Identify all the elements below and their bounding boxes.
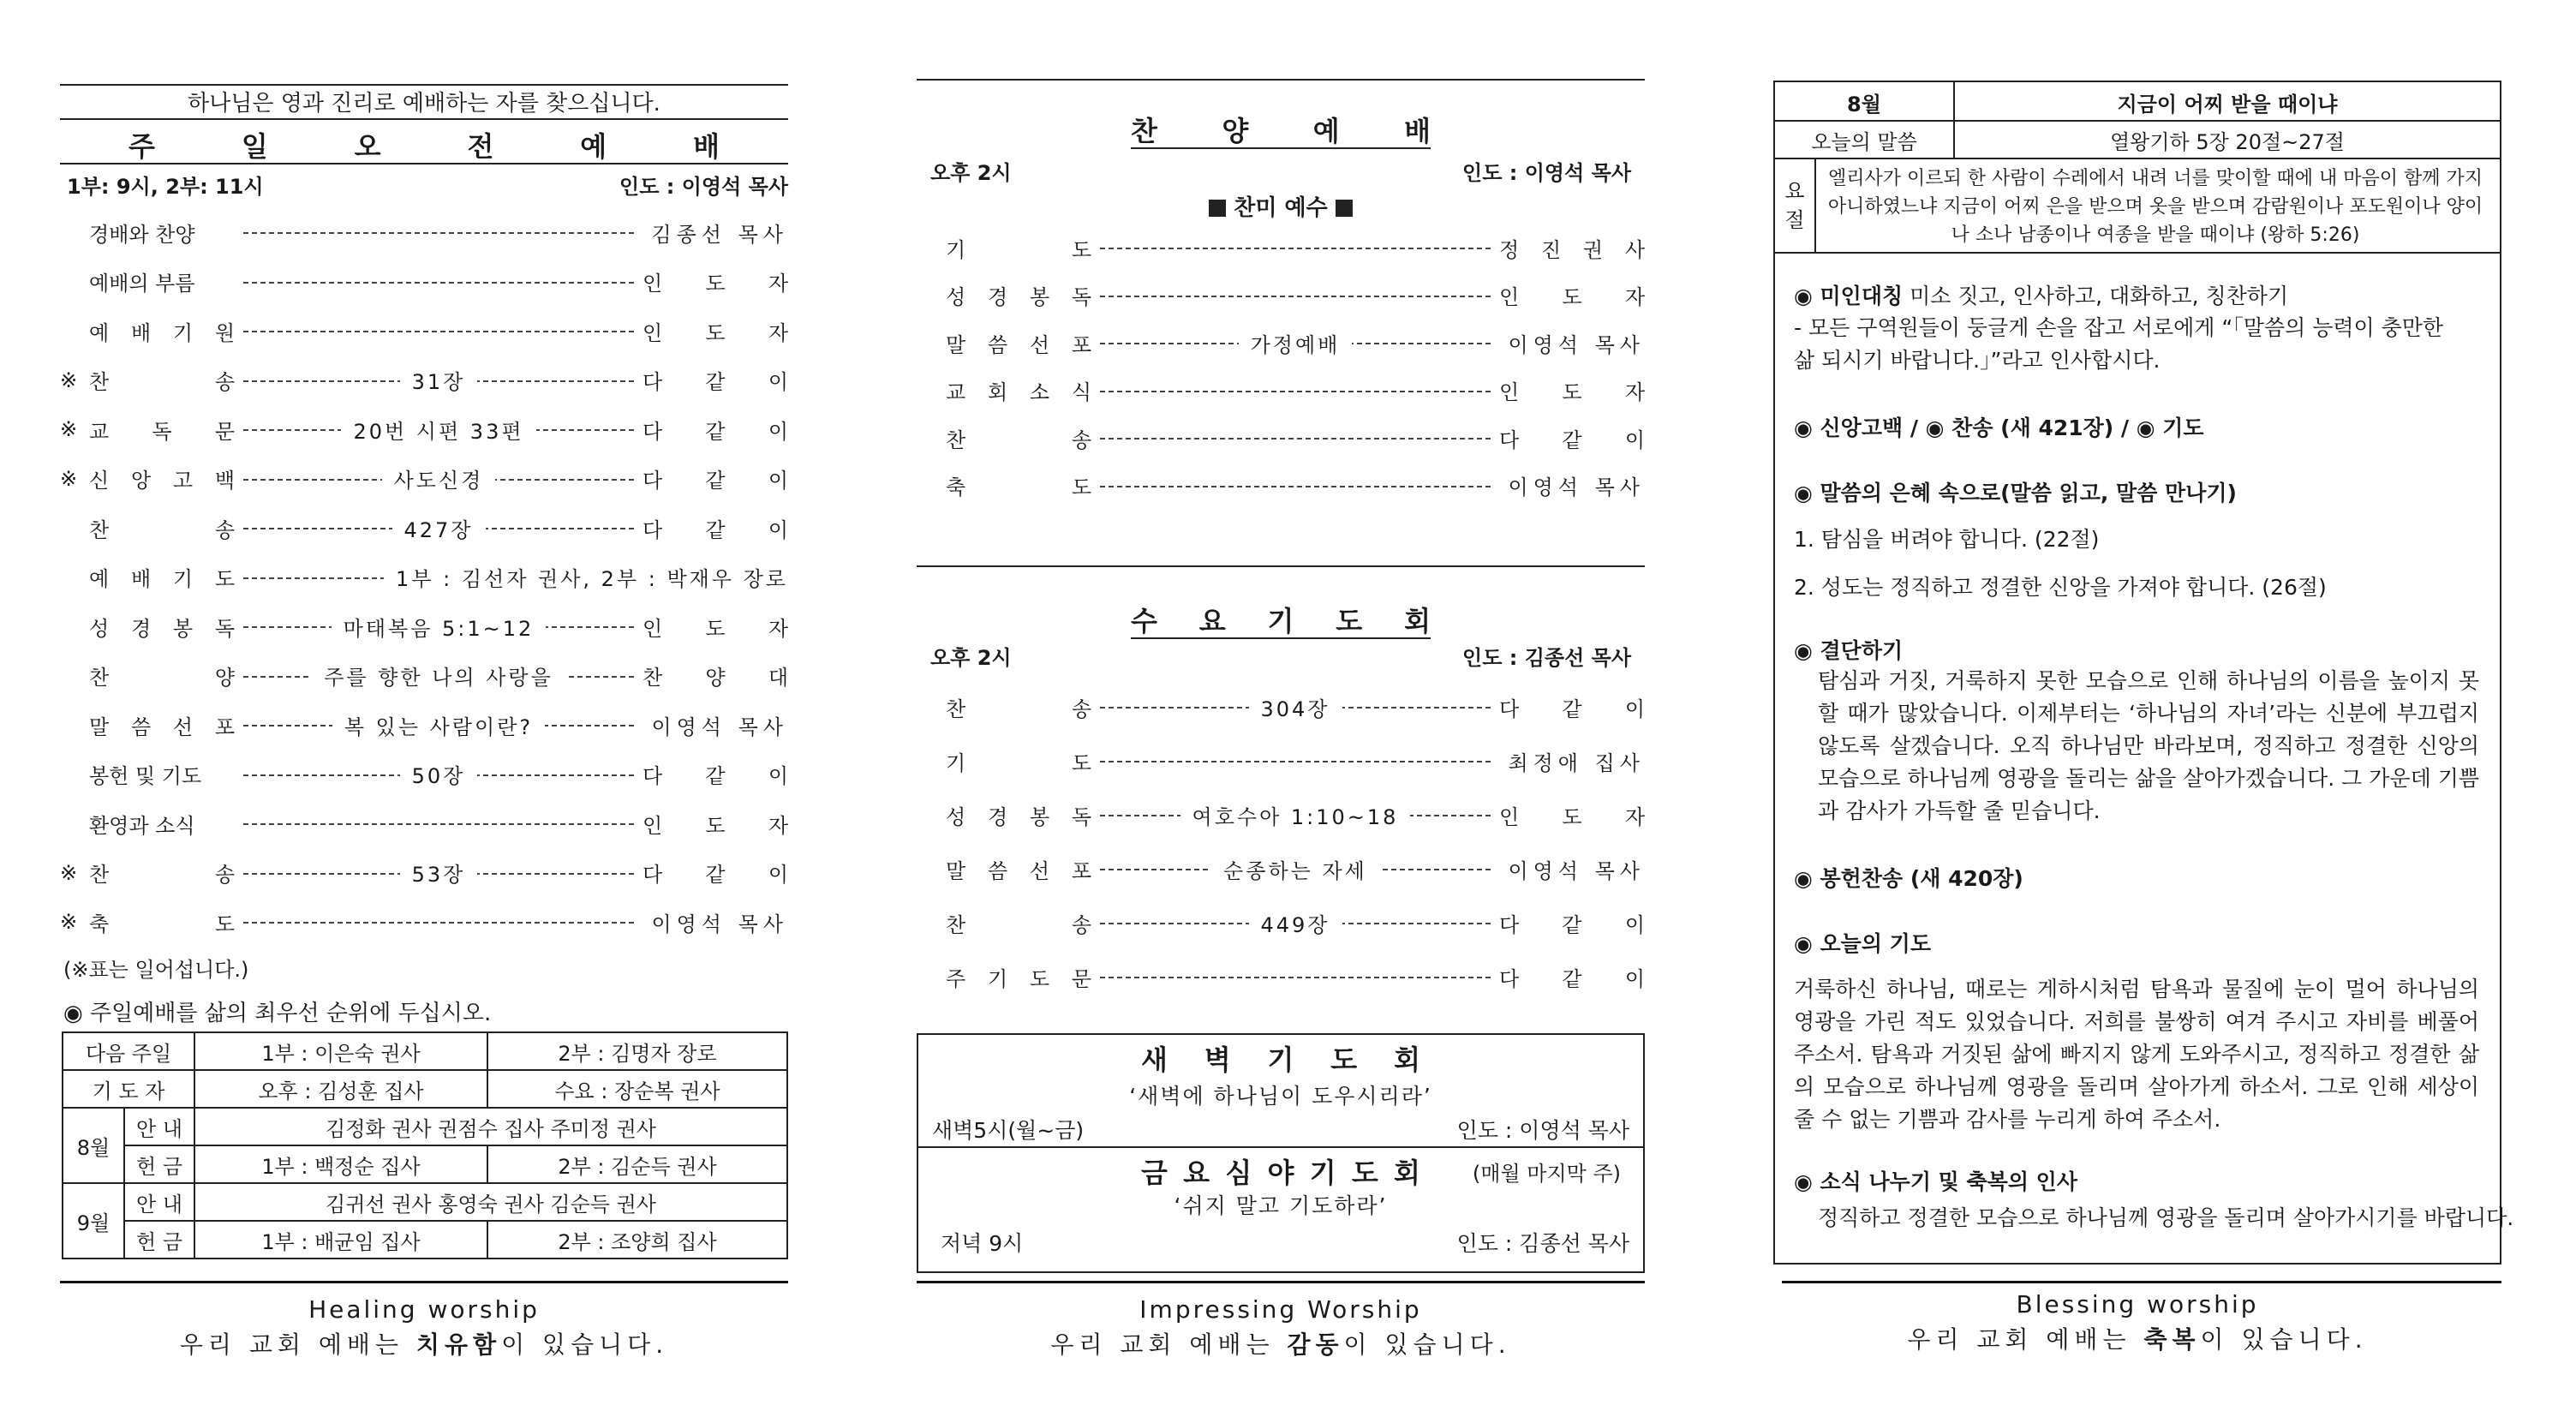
title-char: 요 — [1183, 1157, 1210, 1189]
title-char: 금 — [1141, 1157, 1168, 1189]
divider — [1775, 120, 2500, 122]
aug-guide-label: 안 내 — [124, 1108, 194, 1145]
title-char: 기 — [1267, 605, 1294, 637]
footer-korean-pre: 우리 교회 예배는 — [1907, 1325, 2144, 1354]
word-label: 오늘의 말씀 — [1811, 130, 1917, 154]
program-person: 다 같 이 — [643, 469, 788, 493]
friday-quote: ‘쉬지 말고 기도하라’ — [1174, 1193, 1388, 1218]
program-person: 정 진 권 사 — [1499, 237, 1645, 262]
program-row — [917, 233, 1645, 262]
word-reference: 열왕기하 5장 20절~27절 — [2109, 130, 2345, 154]
small-group-panel — [1773, 0, 2514, 1423]
dotted-leader — [243, 218, 634, 247]
dotted-leader — [1100, 233, 1491, 262]
praise-time: 오후 2시 — [930, 161, 1012, 185]
square-icon — [1209, 200, 1226, 217]
next-week-2: 2부 : 김명자 장로 — [487, 1032, 787, 1070]
program-row — [60, 760, 788, 789]
dotted-leader — [243, 267, 634, 296]
dawn-title — [1141, 1038, 1420, 1078]
program-person: 인 도 자 — [643, 616, 788, 641]
title-char: 회 — [1394, 1157, 1420, 1189]
section-confession: ◉ 신앙고백 / ◉ 찬송 (새 421장) / ◉ 기도 — [1794, 416, 2204, 440]
friday-leader: 인도 : 김종선 목사 — [1456, 1231, 1629, 1256]
next-week-label: 다음 주일 — [63, 1032, 194, 1070]
program-person: 이영석 목사 — [651, 912, 788, 936]
program-person: 다 같 이 — [1499, 697, 1645, 721]
praise-title — [1131, 110, 1431, 149]
program-label: 신 앙 고 백 — [89, 469, 235, 493]
title-char: 일 — [241, 130, 268, 163]
stand-mark: ※ — [60, 910, 78, 934]
section-prayer: ◉ 오늘의 기도 — [1794, 931, 1931, 956]
dotted-leader — [1100, 908, 1491, 937]
program-row — [60, 612, 788, 641]
footer-korean-em: 감동 — [1287, 1330, 1344, 1359]
column-divider — [1814, 158, 1816, 252]
program-label: 성 경 봉 독 — [89, 616, 235, 641]
program-row — [60, 267, 788, 296]
footer-rule — [60, 1281, 788, 1283]
program-label: 기 도 — [946, 237, 1091, 262]
title-char: 심 — [1225, 1157, 1252, 1189]
program-row — [60, 316, 788, 345]
program-label: 찬 송 — [89, 863, 235, 887]
dotted-leader — [243, 907, 634, 936]
title-char: 예 — [1312, 115, 1340, 147]
dotted-leader — [1100, 376, 1491, 405]
sep-offer-2: 2부 : 조양희 집사 — [487, 1221, 787, 1259]
sep-label: 9월 — [63, 1183, 124, 1259]
greeting-body: - 모든 구역원들이 둥글게 손을 잡고 서로에게 “「말씀의 능력이 충만한 삶 되시기 바랍니다.」”라고 인사합시다. — [1794, 315, 2444, 373]
program-person: 김종선 목사 — [651, 222, 788, 247]
top-rule — [917, 79, 1645, 81]
program-row — [60, 415, 788, 444]
program-person: 이영석 목사 — [651, 714, 788, 739]
section-offering-hymn: ◉ 봉헌찬송 (새 420장) — [1794, 866, 2023, 891]
next-week-1: 1부 : 이은숙 권사 — [194, 1032, 487, 1070]
title-char: 예 — [580, 130, 607, 163]
aug-offer-1: 1부 : 백정순 집사 — [194, 1145, 487, 1183]
program-row — [60, 366, 788, 395]
program-label: 경배와 찬양 — [89, 222, 195, 247]
title-char: 도 — [1336, 605, 1363, 637]
program-person: 최정애 집사 — [1508, 750, 1645, 775]
title-char: 기 — [1267, 1043, 1294, 1076]
dawn-friday-box — [917, 1033, 1645, 1273]
footer-rule — [917, 1281, 1645, 1283]
program-row — [60, 661, 788, 691]
program-person: 이영석 목사 — [1508, 475, 1645, 499]
friday-time: 저녁 9시 — [941, 1231, 1024, 1256]
program-label: 예배의 부름 — [89, 272, 195, 296]
program-detail: 31장 — [400, 365, 478, 395]
program-row — [917, 376, 1645, 405]
footer-korean-pre: 우리 교회 예배는 — [179, 1330, 416, 1359]
dotted-leader — [243, 858, 634, 888]
prayer-2: 수요 : 장순복 권사 — [487, 1070, 787, 1108]
divider — [1775, 158, 2500, 159]
program-label: 찬 송 — [946, 697, 1091, 721]
program-person: 인 도 자 — [1499, 804, 1645, 829]
friday-note: (매월 마지막 주) — [1472, 1162, 1621, 1186]
dotted-leader — [1100, 423, 1491, 452]
column-divider — [1953, 82, 1955, 158]
program-detail: 사도신경 — [382, 463, 496, 493]
wednesday-time: 오후 2시 — [930, 646, 1012, 670]
divider — [60, 163, 788, 164]
program-detail: 304장 — [1249, 692, 1342, 722]
decision-body: 탐심과 거짓, 거룩하지 못한 모습으로 인해 하나님의 이름을 높이지 못할 때가 많았습니다. 이제부터는 ‘하나님의 자녀’라는 신분에 부끄럽지 않도록 살겠습니다. 오직 하나님만 바라보며, 정직하고 정결한 신앙의 모습으로 하나님께 영광을 돌리는 삶을 살아가겠습니다. 그 가운데 기쁨과 감사가 가득할 줄 믿습니다. — [1818, 668, 2479, 823]
aug-offer-label: 헌 금 — [124, 1145, 194, 1183]
title-char: 오 — [354, 130, 381, 163]
program-label: 예 배 기 도 — [89, 567, 235, 591]
program-label: 찬 양 — [89, 666, 235, 690]
dotted-leader — [243, 415, 634, 444]
divider — [918, 1146, 1643, 1148]
program-person: 다 같 이 — [1499, 427, 1645, 452]
section-greeting — [1794, 279, 2288, 310]
title-char: 새 — [1141, 1043, 1168, 1076]
word-point-1: 1. 탐심을 버려야 합니다. (22절) — [1794, 527, 2100, 552]
program-row — [60, 907, 788, 936]
dotted-leader — [243, 661, 634, 691]
stand-mark: ※ — [60, 368, 78, 392]
title-underline — [1131, 147, 1431, 149]
aug-offer-2: 2부 : 김순득 권사 — [487, 1145, 787, 1183]
program-row — [60, 809, 788, 838]
dotted-leader — [1100, 471, 1491, 500]
memory-verse: 엘리사가 이르되 한 사람이 수레에서 내려 너를 맞이할 때에 내 마음이 함께 가지 아니하였느냐 지금이 어찌 은을 받으며 옷을 받으며 감람원이나 포도원이나 양이나 소나 남종이나 여종을 받을 때이냐 (왕하 5:26) — [1827, 168, 2483, 246]
dotted-leader — [1100, 854, 1491, 883]
program-label: 말 씀 선 포 — [946, 858, 1091, 883]
footer-korean — [917, 1326, 1645, 1360]
dotted-leader — [243, 760, 634, 789]
prayer-body: 거룩하신 하나님, 때로는 게하시처럼 탐욕과 물질에 눈이 멀어 하나님의 영광을 가린 적도 있었습니다. 저희를 불쌍히 여겨 주시고 자비를 베풀어 주소서. 탐욕과 거짓된 삶에 빠지지 않게 도와주시고, 정직하고 정결한 삶의 모습으로 하나님께 영광을 돌리며 살아가게 하소서. 그로 인해 세상이 줄 수 없는 기쁨과 감사를 누리게 하여 주소서. — [1794, 977, 2479, 1132]
program-person: 이영석 목사 — [1508, 332, 1645, 357]
program-label: 축 도 — [946, 475, 1091, 499]
aug-label: 8월 — [63, 1108, 124, 1183]
title-char: 수 — [1131, 605, 1157, 637]
stand-note: (※표는 일어섭니다.) — [63, 958, 249, 982]
program-detail: 50장 — [400, 759, 478, 789]
title-char: 요 — [1198, 605, 1226, 637]
dawn-quote: ‘새벽에 하나님이 도우시리라’ — [1129, 1084, 1432, 1109]
praise-subtitle-text: 찬미 예수 — [1234, 195, 1328, 221]
program-row — [60, 218, 788, 247]
section-greeting-title: ◉ 미인대칭 — [1794, 284, 1904, 308]
dotted-leader — [1100, 692, 1491, 721]
section-news: ◉ 소식 나누기 및 축복의 인사 — [1794, 1169, 2077, 1194]
program-person: 다 같 이 — [1499, 966, 1645, 991]
footer-korean-em: 축복 — [2143, 1325, 2201, 1354]
program-row — [917, 281, 1645, 310]
program-label: 성 경 봉 독 — [946, 285, 1091, 309]
title-char: 찬 — [1131, 115, 1157, 147]
program-label: 성 경 봉 독 — [946, 804, 1091, 829]
program-label: 교 독 문 — [89, 419, 235, 444]
program-detail: 20번 시편 33편 — [341, 415, 535, 445]
program-person: 다 같 이 — [643, 370, 788, 394]
program-row — [917, 328, 1645, 357]
sep-offer-label: 헌 금 — [124, 1221, 194, 1259]
program-row — [917, 423, 1645, 452]
footer-english: Blessing worship — [2016, 1290, 2259, 1318]
program-row — [917, 692, 1645, 721]
dotted-leader — [243, 513, 634, 542]
praise-subtitle — [917, 190, 1645, 222]
month: 8월 — [1847, 93, 1881, 117]
title-char: 야 — [1267, 1157, 1294, 1189]
sep-guide-label: 안 내 — [124, 1183, 194, 1221]
program-row — [917, 746, 1645, 775]
program-person: 인 도 자 — [1499, 285, 1645, 309]
news-body: 정직하고 정결한 모습으로 하나님께 영광을 돌리며 살아가시기를 바랍니다. — [1818, 1205, 2514, 1230]
friday-title — [1141, 1151, 1420, 1191]
program-detail: 여호수아 1:10~18 — [1180, 800, 1411, 830]
dotted-leader — [1100, 962, 1491, 991]
title-char: 양 — [1222, 115, 1249, 147]
program-row — [60, 513, 788, 542]
program-person: 인 도 자 — [643, 320, 788, 345]
program-person: 다 같 이 — [643, 863, 788, 887]
dawn-leader: 인도 : 이영석 목사 — [1456, 1118, 1629, 1143]
title-char: 도 — [1351, 1157, 1378, 1189]
service-leader: 인도 : 이영석 목사 — [619, 175, 788, 199]
footer-korean-pre: 우리 교회 예배는 — [1050, 1330, 1288, 1359]
program-person: 다 같 이 — [643, 764, 788, 788]
sunday-morning-panel — [60, 0, 788, 1423]
program-detail: 마태복음 5:1~12 — [332, 612, 547, 642]
footer-korean — [1773, 1321, 2501, 1355]
dotted-leader — [243, 316, 634, 345]
footer-korean — [60, 1326, 788, 1360]
program-label: 찬 송 — [946, 427, 1091, 452]
footer-english: Impressing Worship — [1139, 1295, 1422, 1324]
program-label: 찬 송 — [946, 912, 1091, 937]
divider — [917, 565, 1645, 567]
dotted-leader — [243, 464, 634, 493]
program-row — [917, 800, 1645, 829]
aug-guide: 김정화 권사 권점수 집사 주미정 권사 — [194, 1108, 787, 1145]
title-char: 배 — [693, 130, 720, 163]
priority-note: ◉ 주일예배를 삶의 최우선 순위에 두십시오. — [63, 1001, 492, 1026]
service-title — [129, 125, 720, 164]
footer-korean-post: 이 있습니다. — [2200, 1325, 2368, 1354]
program-row — [60, 858, 788, 888]
program-label: 말 씀 선 포 — [946, 332, 1091, 357]
program-person: 다 같 이 — [1499, 912, 1645, 937]
program-detail: 1부 : 김선자 권사, 2부 : 박재우 장로 — [384, 562, 788, 592]
footer-rule — [1782, 1281, 2501, 1283]
program-label: 축 도 — [89, 912, 235, 936]
title-char: 기 — [1309, 1157, 1336, 1189]
section-decision: ◉ 결단하기 — [1794, 638, 1904, 663]
program-label: 말 씀 선 포 — [89, 714, 235, 739]
small-group-box — [1773, 81, 2514, 1265]
title-char: 회 — [1404, 605, 1431, 637]
title-char: 벽 — [1204, 1043, 1231, 1076]
wednesday-leader: 인도 : 김종선 목사 — [1462, 646, 1631, 670]
program-label: 예 배 기 원 — [89, 320, 235, 345]
program-row — [917, 471, 1645, 500]
stand-mark: ※ — [60, 466, 78, 491]
program-person: 인 도 자 — [1499, 380, 1645, 404]
title-char: 전 — [467, 130, 494, 163]
program-person: 다 같 이 — [643, 419, 788, 444]
program-person: 인 도 자 — [643, 813, 788, 838]
stand-mark: ※ — [60, 860, 78, 885]
program-person: 다 같 이 — [643, 517, 788, 542]
program-label: 환영과 소식 — [89, 813, 195, 838]
program-detail: 427장 — [392, 513, 486, 543]
divider — [60, 118, 788, 120]
footer-korean-post: 이 있습니다. — [1343, 1330, 1511, 1359]
dotted-leader — [243, 809, 634, 838]
footer-korean-em: 치유함 — [415, 1330, 502, 1359]
program-detail: 복 있는 사람이란? — [332, 710, 545, 740]
title-char: 회 — [1394, 1043, 1420, 1076]
service-times: 1부: 9시, 2부: 11시 — [67, 175, 264, 199]
program-detail: 53장 — [400, 858, 478, 888]
prayer-label: 기 도 자 — [63, 1070, 194, 1108]
program-label: 기 도 — [946, 750, 1091, 775]
theme: 지금이 어찌 받을 때이냐 — [2117, 93, 2338, 117]
prayer-1: 오후 : 김성훈 집사 — [194, 1070, 487, 1108]
dotted-leader — [243, 612, 634, 641]
program-person: 이영석 목사 — [1508, 858, 1645, 883]
word-point-2: 2. 성도는 정직하고 정결한 신앙을 가져야 합니다. (26절) — [1794, 575, 2327, 600]
footer-english: Healing worship — [308, 1295, 540, 1324]
dotted-leader — [1100, 328, 1491, 357]
program-row — [60, 710, 788, 739]
program-label: 찬 송 — [89, 370, 235, 394]
wednesday-title — [1131, 600, 1431, 639]
program-label: 봉헌 및 기도 — [89, 764, 202, 788]
program-row — [917, 962, 1645, 991]
sep-guide: 김귀선 권사 홍영숙 권사 김순득 권사 — [194, 1183, 787, 1221]
program-row — [917, 908, 1645, 937]
dotted-leader — [1100, 746, 1491, 775]
divider — [1775, 252, 2500, 254]
dotted-leader — [243, 366, 634, 395]
program-label: 주 기 도 문 — [946, 966, 1091, 991]
praise-leader: 인도 : 이영석 목사 — [1462, 161, 1631, 185]
duty-table — [62, 1031, 788, 1259]
section-greeting-rest: 미소 짓고, 인사하고, 대화하고, 칭찬하기 — [1903, 284, 2289, 308]
program-detail: 주를 향한 나의 사랑을 — [312, 661, 565, 691]
sep-offer-1: 1부 : 배균임 집사 — [194, 1221, 487, 1259]
square-icon — [1336, 200, 1353, 217]
program-person: 인 도 자 — [643, 272, 788, 296]
section-word: ◉ 말씀의 은혜 속으로(말씀 읽고, 말씀 만나기) — [1794, 481, 2237, 505]
program-row — [60, 464, 788, 493]
title-underline — [1131, 637, 1431, 639]
program-label: 교 회 소 식 — [946, 380, 1091, 404]
title-char: 배 — [1404, 115, 1431, 147]
afternoon-services-panel — [917, 0, 1645, 1423]
program-person: 찬 양 대 — [643, 666, 788, 690]
program-detail: 가정예배 — [1239, 328, 1353, 358]
program-detail: 449장 — [1249, 908, 1342, 938]
dawn-time: 새벽5시(월~금) — [932, 1118, 1085, 1143]
program-detail: 순종하는 자세 — [1211, 854, 1379, 884]
stand-mark: ※ — [60, 417, 78, 441]
dotted-leader — [1100, 281, 1491, 310]
program-row — [917, 854, 1645, 883]
program-row — [60, 563, 788, 592]
footer-korean-post: 이 있습니다. — [501, 1330, 669, 1359]
motto: 하나님은 영과 진리로 예배하는 자를 찾으십니다. — [188, 91, 660, 117]
title-char: 주 — [129, 130, 155, 163]
dotted-leader — [243, 563, 788, 592]
verse-label: 요절 — [1784, 179, 1805, 232]
title-char: 도 — [1330, 1043, 1358, 1076]
dotted-leader — [1100, 800, 1491, 829]
program-label: 찬 송 — [89, 517, 235, 542]
dotted-leader — [243, 710, 634, 739]
